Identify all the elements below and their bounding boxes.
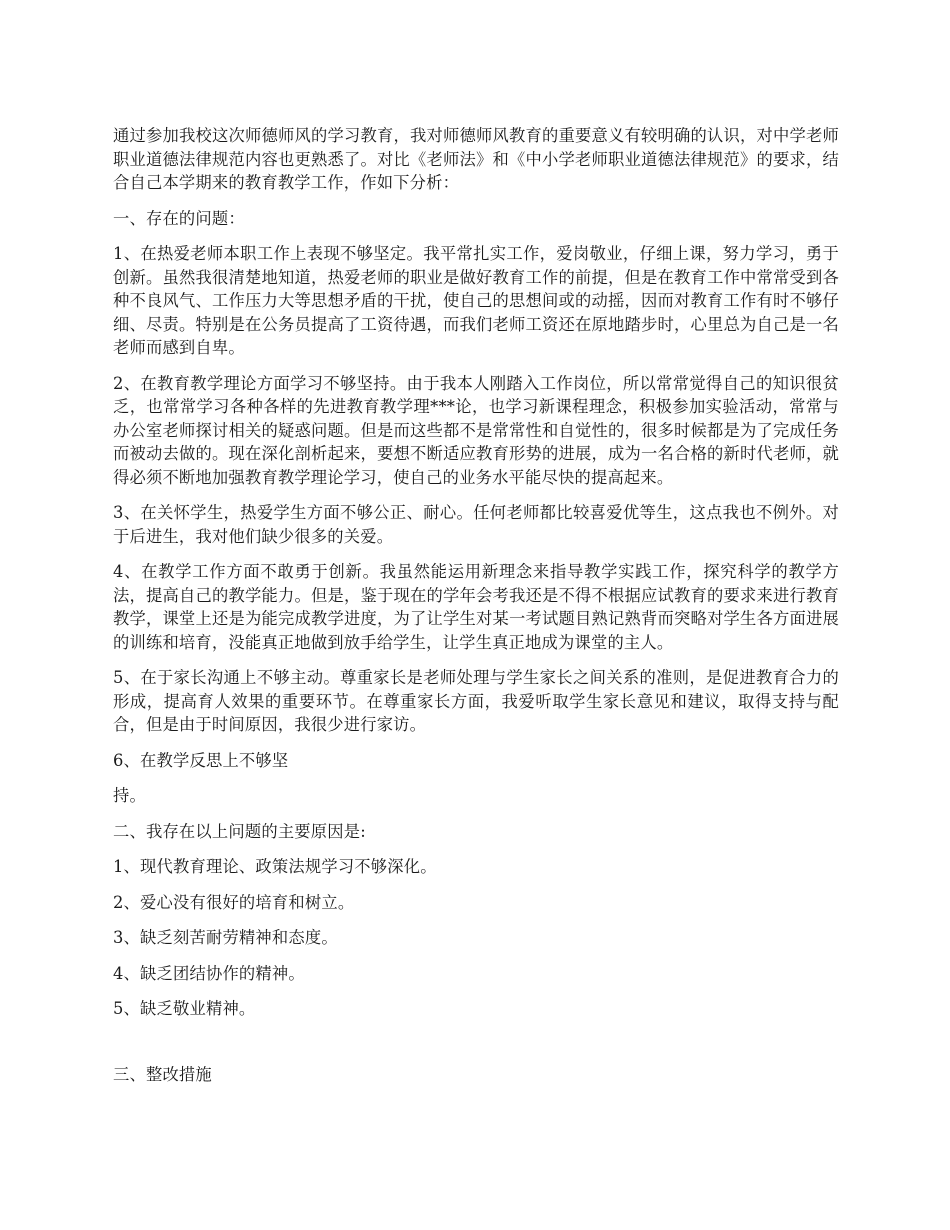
- problem-item-2: 2、在教育教学理论方面学习不够坚持。由于我本人刚踏入工作岗位，所以常常觉得自己的知识很贫乏，也常常学习各种各样的先进教育教学理***论，也学习新课程理念，积极参加实验活动，常常与办公室老师探讨相关的疑惑问题。但是而这些都不是常常性和自觉性的，很多时候都是为了完成任务而被动去做的。现在深化剖析起来，要想不断适应教育形势的进展，成为一名合格的新时代老师，就得必须不断地加强教育教学理论学习，使自己的业务水平能尽快的提高起来。: [113, 373, 839, 487]
- problem-item-6: 6、在教学反思上不够坚: [113, 750, 289, 770]
- cause-item-5: 5、缺乏敬业精神。: [113, 999, 256, 1018]
- section-heading-measures: 三、整改措施: [113, 1064, 212, 1084]
- cause-item-2: 2、爱心没有很好的培育和树立。: [113, 892, 355, 912]
- problem-item-3: 3、在关怀学生，热爱学生方面不够公正、耐心。任何老师都比较喜爱优等生，这点我也不例外。对于后进生，我对他们缺少很多的关爱。: [113, 503, 839, 546]
- section-heading-causes: 二、我存在以上问题的主要原因是:: [113, 821, 366, 841]
- problem-item-6-continuation: 持。: [113, 786, 146, 805]
- problem-item-4: 4、在教学工作方面不敢勇于创新。我虽然能运用新理念来指导教学实践工作，探究科学的教学方法，提高自己的教学能力。但是，鉴于现在的学年会考我还是不得不根据应试教育的要求来进行教育教学，课堂上还是为能完成教学进度，为了让学生对某一考试题目熟记熟背而突略对学生各方面进展的训练和培育，没能真正地做到放手给学生，让学生真正地成为课堂的主人。: [113, 562, 839, 652]
- cause-item-3: 3、缺乏刻苦耐劳精神和态度。: [113, 928, 338, 947]
- cause-item-1: 1、现代教育理论、政策法规学习不够深化。: [113, 857, 437, 876]
- intro-paragraph: 通过参加我校这次师德师风的学习教育，我对师德师风教育的重要意义有较明确的认识，对中学老师职业道德法律规范内容也更熟悉了。对比《老师法》和《中小学老师职业道德法律规范》的要求，结合自己本学期来的教育教学工作，作如下分析：: [113, 126, 839, 192]
- document-body: [113, 124, 839, 1098]
- problem-item-1: 1、在热爱老师本职工作上表现不够坚定。我平常扎实工作，爱岗敬业，仔细上课，努力学习，勇于创新。虽然我很清楚地知道，热爱老师的职业是做好教育工作的前提，但是在教育工作中常常受到各种不良风气、工作压力大等思想矛盾的干扰，使自己的思想间或的动摇，因而对教育工作有时不够仔细、尽责。特别是在公务员提高了工资待遇，而我们老师工资还在原地踏步时，心里总为自己是一名老师而感到自卑。: [113, 244, 839, 357]
- problem-item-5: 5、在于家长沟通上不够主动。尊重家长是老师处理与学生家长之间关系的准则，是促进教育合力的形成，提高育人效果的重要环节。在尊重家长方面，我爱听取学生家长意见和建议，取得支持与配合，但是由于时间原因，我很少进行家访。: [113, 668, 839, 734]
- section-heading-problems: 一、存在的问题：: [113, 208, 245, 228]
- cause-item-4: 4、缺乏团结协作的精神。: [113, 963, 305, 983]
